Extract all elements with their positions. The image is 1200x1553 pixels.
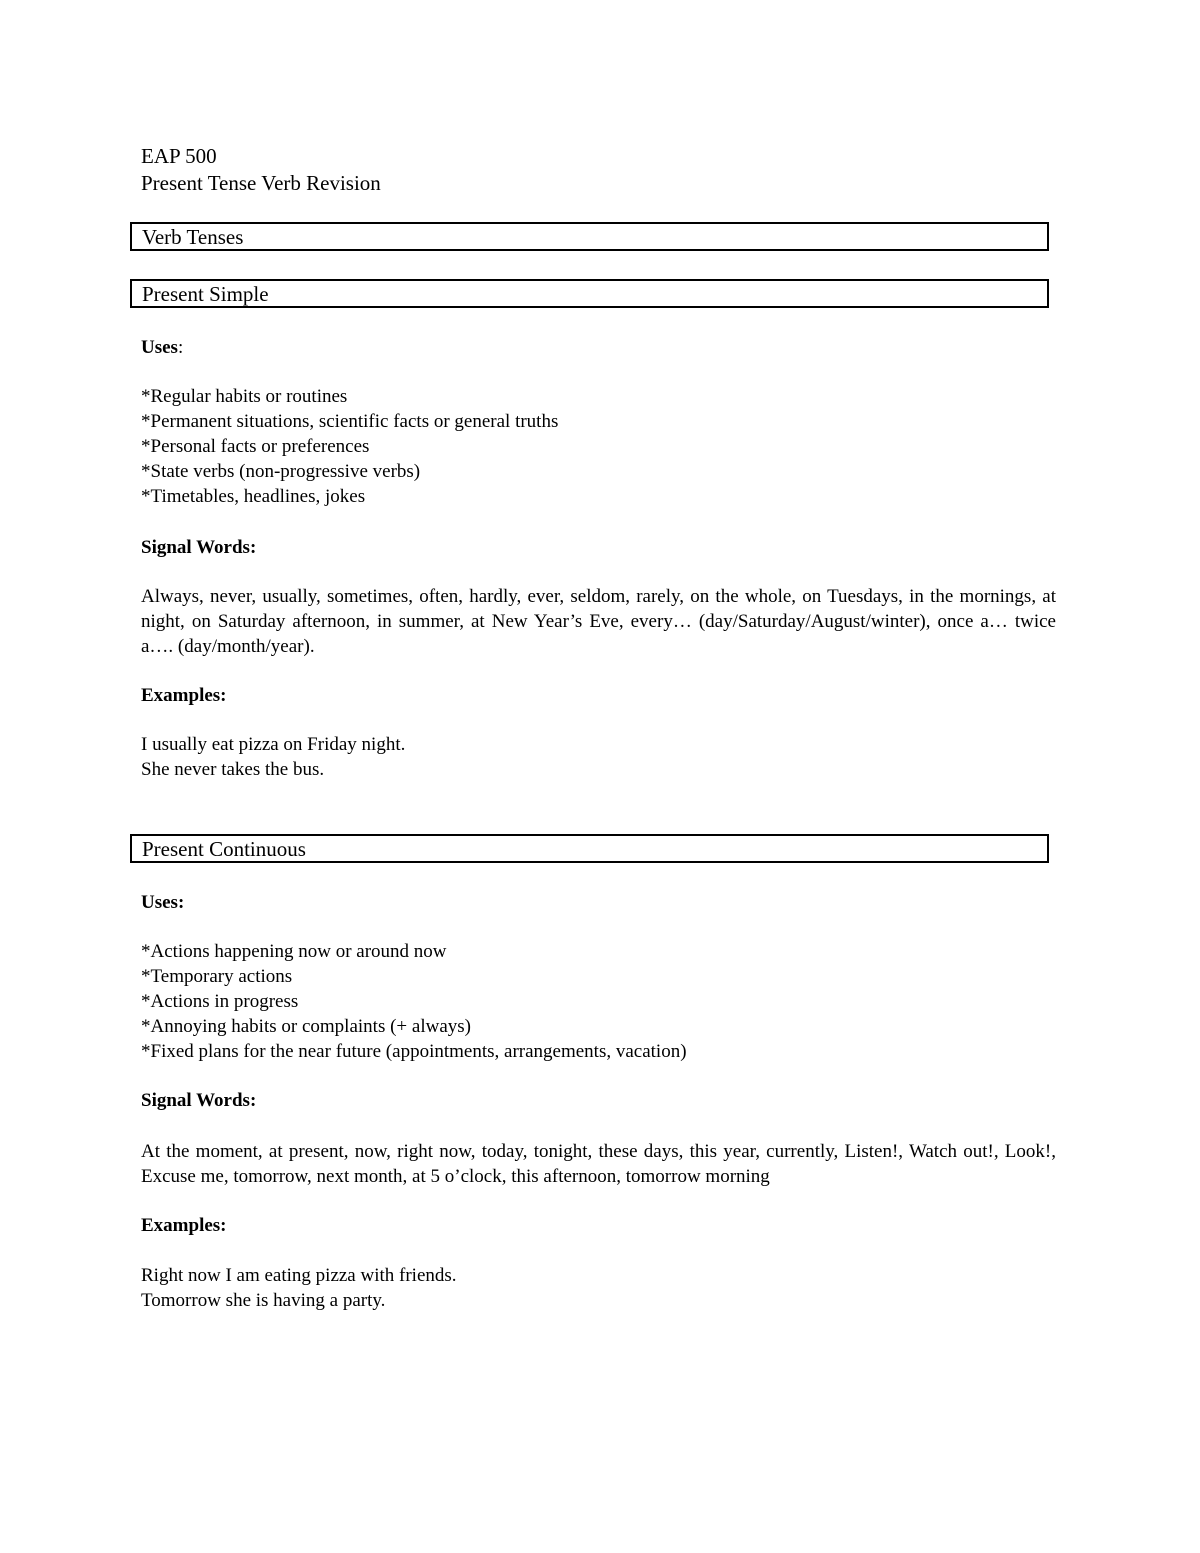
present-simple-example-1: I usually eat pizza on Friday night. [141, 734, 406, 755]
list-item: *Timetables, headlines, jokes [141, 486, 366, 507]
present-simple-example-2: She never takes the bus. [141, 759, 325, 780]
list-item: *Permanent situations, scientific facts or general truths [141, 411, 559, 432]
present-simple-uses-list [141, 384, 558, 509]
present-continuous-heading-box [130, 834, 1049, 863]
uses-label-colon: : [177, 337, 184, 358]
present-continuous-uses-list [141, 939, 687, 1064]
present-continuous-examples-label: Examples: [141, 1215, 227, 1236]
present-simple-signal-words: Always, never, usually, sometimes, often, hardly, ever, seldom, rarely, on the whole, on Tuesdays, in the mornings, at night, on Saturday afternoon, in summer, at New Year’s Eve, every… (day/Saturday/August/winter), once a… twice a…. (day/month/year). [141, 586, 1056, 657]
list-item: *Actions happening now or around now [141, 941, 447, 962]
list-item: *Temporary actions [141, 966, 293, 987]
list-item: *Actions in progress [141, 991, 299, 1012]
present-simple-examples-label: Examples: [141, 685, 227, 706]
present-simple-heading: Present Simple [142, 282, 269, 306]
present-continuous-uses-label: Uses: [141, 892, 185, 913]
present-simple-heading-box [130, 279, 1049, 308]
present-simple-signal-label: Signal Words: [141, 537, 257, 558]
present-continuous-signal-words: At the moment, at present, now, right now, today, tonight, these days, this year, currently, Listen!, Watch out!, Look!, Excuse me, tomorrow, next month, at 5 o’clock, this afternoon, tomorrow morning [141, 1141, 1056, 1187]
list-item: *Fixed plans for the near future (appointments, arrangements, vacation) [141, 1041, 687, 1062]
verb-tenses-heading-box [130, 222, 1049, 251]
list-item: *Annoying habits or complaints (+ always) [141, 1016, 471, 1037]
course-code: EAP 500 [141, 144, 217, 168]
list-item: *State verbs (non-progressive verbs) [141, 461, 421, 482]
list-item: *Personal facts or preferences [141, 436, 370, 457]
present-simple-uses-label [141, 335, 183, 360]
present-continuous-example-2: Tomorrow she is having a party. [141, 1290, 386, 1311]
present-continuous-example-1: Right now I am eating pizza with friends. [141, 1265, 457, 1286]
list-item: *Regular habits or routines [141, 386, 348, 407]
present-continuous-signal-label: Signal Words: [141, 1090, 257, 1111]
verb-tenses-heading: Verb Tenses [142, 225, 244, 249]
uses-label-text: Uses [141, 337, 178, 358]
document-title: Present Tense Verb Revision [141, 171, 381, 195]
present-continuous-heading: Present Continuous [142, 837, 306, 861]
